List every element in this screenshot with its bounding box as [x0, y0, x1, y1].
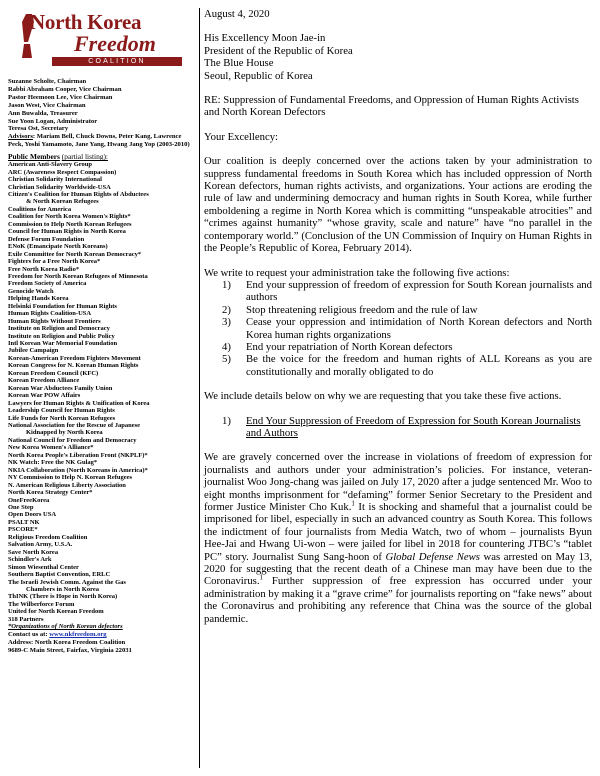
- officer-line: Jason West, Vice Chairman: [8, 101, 86, 109]
- officer-line: Pastor Heemoon Lee, Vice Chairman: [8, 93, 113, 101]
- member-item: NY Commission to Help N. Korean Refugees: [8, 474, 133, 482]
- member-item: ARC (Awareness Respect Compassion): [8, 168, 117, 176]
- advisors-label: Advisors: [8, 133, 33, 141]
- address-line-2: 9689-C Main Street, Fairfax, Virginia 22031: [8, 646, 132, 654]
- member-item: PSALT NK: [8, 518, 40, 526]
- action-item: [222, 304, 592, 316]
- member-item: Salvation Army, U.S.A.: [8, 541, 73, 549]
- action-item: [222, 279, 592, 304]
- member-item: Open Doors USA: [8, 511, 57, 519]
- logo-title-line2: Freedom: [74, 31, 156, 56]
- member-item: North Korea People's Liberation Front (NKPLF)*: [8, 451, 148, 459]
- member-item: National Association for the Rescue of Japanese: [8, 422, 141, 430]
- action-item: [222, 341, 592, 353]
- member-item: Schindler's Ark: [8, 556, 52, 564]
- footnote-ref-1[interactable]: 1: [351, 499, 355, 508]
- member-item: Leadership Council for Human Rights: [8, 407, 115, 415]
- member-item: OneFreeKorea: [8, 496, 50, 504]
- action-text: Be the voice for the freedom and human rights of ALL Koreans as you are constitutionally and morally obligated to do: [246, 353, 592, 378]
- sidebar-divider: [199, 8, 200, 768]
- section-heading: [222, 415, 592, 440]
- member-item: Jubilee Campaign: [8, 347, 59, 355]
- member-item: ThINK (There is Hope in North Korea): [8, 593, 118, 601]
- sidebar: [8, 8, 198, 655]
- recipient-address: [204, 32, 592, 82]
- member-item: Freedom for North Korean Refugees of Minnesota: [8, 272, 148, 280]
- paragraph-concern: Our coalition is deeply concerned over the actions taken by your administration to suppress fundamental freedoms in South Korea which has included oppression of North Korean defectors, human rights activists, and organizations. Your actions are eroding the rule of law and undermining democracy and human rights in South Korea, while further emboldening a regime in North Korea which is committing “unspeakable atrocities” and “crimes against humanity” “whose gravity, scale and nature” have “no parallel in the contemporary world.” (Conclusion of the UN Commission of Inquiry on Human Rights in the People’s Republic of Korea, February 2014).: [204, 155, 592, 255]
- member-item: Christian Solidarity Worldwide-USA: [8, 183, 111, 191]
- salutation: Your Excellency:: [204, 130, 279, 143]
- member-item: Korean War POW Affairs: [8, 392, 81, 400]
- member-item: Chambers in North Korea: [26, 585, 100, 593]
- member-item: One Step: [8, 504, 34, 511]
- member-item: & North Korean Refugees: [26, 198, 99, 206]
- member-item: North Korea Strategy Center*: [8, 489, 93, 497]
- recipient-line: His Excellency Moon Jae-in: [204, 32, 326, 45]
- contact-line: [8, 631, 198, 639]
- member-item: Council for Human Rights in North Korea: [8, 228, 126, 236]
- para3-part-b: It is shocking and shameful that a journalist could be imprisoned for libel, especially in such an advanced country as South Korea. This follows the indictment of four journalists from Media Watch, two of whom – journalists Byun Hee-Jai and Hwang Ui-won – were jailed for libel in 2018 for countering JTBC’s “tablet PC” story. Journalist Sung Sang-hoon of: [204, 501, 592, 563]
- member-item: NKIA Collaboration (North Koreans in America)*: [8, 466, 148, 474]
- member-item: Coalitions for America: [8, 205, 72, 213]
- action-number: 2): [222, 303, 231, 316]
- member-item: Religious Freedom Coalition: [8, 533, 88, 541]
- member-item: National Council for Freedom and Democracy: [8, 436, 137, 444]
- member-item: Fighters for a Free North Korea*: [8, 258, 101, 266]
- member-item: New Korea Women's Alliance*: [8, 444, 94, 452]
- member-item: Korean Freedom Alliance: [8, 377, 80, 385]
- action-item: [222, 316, 592, 341]
- member-item: The Israeli Jewish Comm. Against the Gas: [8, 578, 126, 586]
- publication-name: Global Defense News: [385, 550, 480, 563]
- member-item: Citizen's Coalition for Human Rights of Abductees: [8, 190, 149, 198]
- members-heading-label: Public Members: [8, 152, 60, 162]
- paragraph-details: We include details below on why we are requesting that you take these five actions.: [204, 390, 562, 403]
- actions-list: [204, 279, 592, 378]
- action-item: [222, 353, 592, 378]
- advisors-text: [8, 133, 198, 149]
- logo-coalition-bar: COALITION: [52, 57, 182, 66]
- action-text: Stop threatening religious freedom and the rule of law: [246, 303, 478, 316]
- member-item: Christian Solidarity International: [8, 176, 102, 184]
- member-item: N. American Religious Liberty Association: [8, 481, 126, 489]
- recipient-line: The Blue House: [204, 57, 274, 70]
- action-text: End your suppression of freedom of expression for South Korean journalists and authors: [246, 278, 592, 304]
- footnote-ref-2[interactable]: 1: [259, 573, 264, 582]
- member-item: Save North Korea: [8, 548, 59, 556]
- defectors-footnote: *Organizations of North Korean defectors: [8, 623, 123, 631]
- action-text: Cease your oppression and intimidation of North Korean defectors and North Korea human rights organizations: [246, 316, 592, 341]
- para3-part-a: We are gravely concerned over the increase in violations of freedom of expression for journalists and authors under your administration’s policies. For instance, veteran-journalist Woo Jong-chang was jailed on July 17, 2020 after a judge sentenced Mr. Woo to eight months imprisonment for “defaming” former Senior Secretary to the President and former Justice Minister Cho Kuk.: [204, 451, 592, 513]
- subject-line: RE: Suppression of Fundamental Freedoms, and Oppression of Human Rights Activists and North Korean Defectors: [204, 94, 579, 119]
- address-line-1: Address: North Korea Freedom Coalition: [8, 639, 126, 647]
- member-item: Defense Forum Foundation: [8, 235, 85, 243]
- members-heading-note: (partial listing):: [61, 152, 108, 162]
- officer-line: Rabbi Abraham Cooper, Vice Chairman: [8, 85, 122, 93]
- member-item: 318 Partners: [8, 615, 44, 623]
- member-item: Korean Congress for N. Korean Human Rights: [8, 362, 139, 370]
- para3-part-d: Further suppression of free expression has occurred under your administration by making it a “grave crime” for journalists reporting on “fake news” about the Coronavirus and prohibiting any reference that China was the source of the global pandemic.: [204, 575, 592, 625]
- member-item: Helsinki Foundation for Human Rights: [8, 302, 117, 310]
- action-text: End your repatriation of North Korean defectors: [246, 340, 453, 353]
- member-item: Intl Korean War Memorial Foundation: [8, 340, 118, 348]
- recipient-line: President of the Republic of Korea: [204, 44, 353, 57]
- officer-line: Sue Yoon Logan, Administrator: [8, 117, 98, 125]
- member-item: Free North Korea Radio*: [8, 265, 80, 273]
- member-item: Commission to Help North Korean Refugees: [8, 220, 132, 228]
- member-item: Southern Baptist Convention, ERLC: [8, 571, 111, 579]
- member-item: Human Rights Coalition-USA: [8, 310, 92, 318]
- sidebar-footer: [8, 623, 198, 655]
- member-item: Korean-American Freedom Fighters Movement: [8, 354, 141, 362]
- member-item: Korean Freedom Council (KFC): [8, 369, 99, 377]
- member-item: The Wilberforce Forum: [8, 600, 75, 608]
- officers-list: [8, 78, 198, 133]
- coalition-logo: [8, 8, 198, 70]
- actions-intro: We write to request your administration take the following five actions:: [204, 266, 510, 279]
- member-item: NK Watch: Free the NK Gulag*: [8, 459, 98, 467]
- contact-label: Contact us at:: [8, 631, 50, 639]
- member-item: Lawyers for Human Rights & Unification of Korea: [8, 399, 150, 407]
- logo-title-line1: North Korea: [30, 10, 142, 34]
- member-item: Life Funds for North Korean Refugees: [8, 414, 116, 422]
- section-number: 1): [222, 414, 231, 427]
- advisors-names: : Mariam Bell, Chuck Downs, Peter Kang, Lawrence Peck, Yoshi Yamamoto, Jane Yang, Hwang Jang Yop (2003-2010): [8, 133, 190, 149]
- member-item: United for North Korean Freedom: [8, 608, 104, 616]
- member-item: PSCORE*: [8, 526, 38, 534]
- member-item: American Anti-Slavery Group: [8, 161, 93, 169]
- member-item: Genocide Watch: [8, 287, 54, 295]
- para3-part-c: was arrested on May 13, 2020 for suggesting that the recent death of a Chinese man may have been due to the Coronavirus.: [204, 550, 592, 588]
- member-item: Coalition for North Korea Women's Rights*: [8, 213, 131, 221]
- members-heading: [8, 152, 198, 161]
- letter-date: August 4, 2020: [204, 8, 270, 20]
- officer-line: Suzanne Scholte, Chairman: [8, 78, 87, 85]
- member-item: Kidnapped by North Korea: [26, 429, 103, 437]
- member-item: Korean War Abductees Family Union: [8, 384, 113, 392]
- section-title: End Your Suppression of Freedom of Expression for South Korean Journalists and Authors: [246, 414, 581, 439]
- officer-line: Teresa Ost, Secretary: [8, 125, 69, 133]
- action-number: 4): [222, 340, 231, 353]
- member-item: Freedom Society of America: [8, 280, 87, 288]
- recipient-line: Seoul, Republic of Korea: [204, 69, 313, 82]
- member-item: Exile Committee for North Korean Democracy*: [8, 250, 142, 258]
- action-number: 3): [222, 316, 231, 329]
- members-list: [8, 161, 198, 623]
- member-item: Human Rights Without Frontiers: [8, 317, 101, 325]
- action-number: 5): [222, 353, 231, 366]
- letter-body: [204, 8, 592, 625]
- action-number: 1): [222, 278, 231, 291]
- member-item: Simon Wiesenthal Center: [8, 563, 79, 571]
- member-item: ENoK (Emancipate North Koreans): [8, 243, 108, 251]
- member-item: Helping Hands Korea: [8, 295, 69, 303]
- member-item: Institute on Religion and Public Policy: [8, 332, 115, 340]
- paragraph-journalists: [204, 451, 592, 625]
- member-item: Institute on Religion and Democracy: [8, 325, 110, 333]
- website-link[interactable]: www.nkfreedom.org: [49, 631, 107, 639]
- officer-line: Ann Buwalda, Treasurer: [8, 109, 78, 117]
